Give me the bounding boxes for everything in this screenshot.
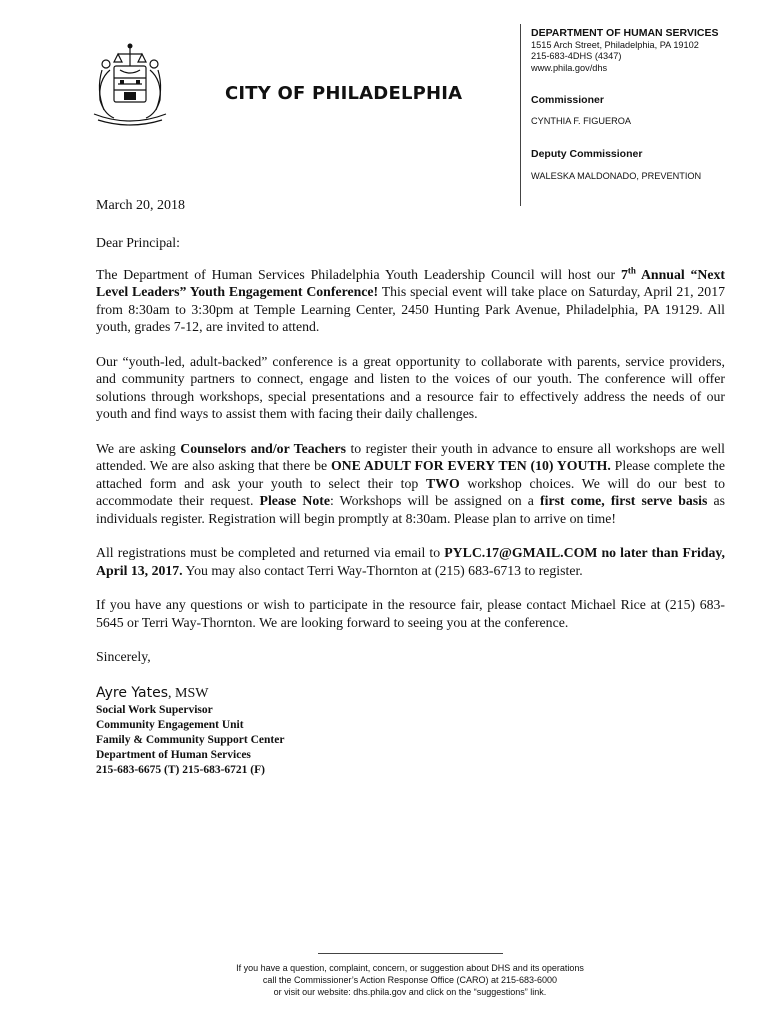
- signature-block: [96, 703, 725, 778]
- deputy-commissioner-name: WALESKA MALDONADO, PREVENTION: [531, 170, 702, 181]
- sig-line: Department of Human Services: [96, 749, 251, 761]
- footer-line: call the Commissioner’s Action Response Office (CARO) at 215-683-6000: [262, 975, 558, 985]
- deputy-commissioner-title: Deputy Commissioner: [531, 148, 643, 160]
- city-seal-logo: [80, 40, 180, 130]
- salutation: Dear Principal:: [96, 235, 180, 250]
- department-address: 1515 Arch Street, Philadelphia, PA 19102: [531, 39, 699, 50]
- footer-line: If you have a question, complaint, concern, or suggestion about DHS and its operations: [236, 963, 584, 973]
- signer: [96, 684, 725, 703]
- city-title: CITY OF PHILADELPHIA: [225, 83, 463, 104]
- letter-date: March 20, 2018: [96, 198, 186, 213]
- signer-credential: , MSW: [168, 685, 209, 701]
- letter-body: [96, 234, 725, 778]
- sig-line: Community Engagement Unit: [96, 719, 244, 731]
- commissioner-title: Commissioner: [531, 94, 604, 106]
- footer: [160, 962, 660, 998]
- paragraph-3: We are asking Counselors and/or Teachers to register their youth in advance to ensure all workshops are well attended. We are also asking that there be ONE ADULT FOR EVERY TEN (10) YOUTH. Please complete the attached form and ask your youth to select their top TWO workshop choices. We will do our best to accommodate their request. Please Note: Workshops will be assigned on a first come, first serve basis as individuals register. Registration will begin promptly at 8:30am. Please plan to arrive on time!: [96, 440, 725, 526]
- signer-name: Ayre Yates: [96, 684, 169, 701]
- department-sidebar: [520, 24, 770, 206]
- paragraph-4: All registrations must be completed and returned via email to PYLC.17@GMAIL.COM no later than Friday, April 13, 2017. You may also contact Terri Way-Thornton at (215) 683-6713 to register.: [96, 545, 726, 578]
- closing: Sincerely,: [96, 649, 151, 664]
- paragraph-1: The Department of Human Services Philadelphia Youth Leadership Council will host our 7th Annual “Next Level Leaders” Youth Engagement Conference! This special event will take place on Saturday, April 21, 2017 from 8:30am to 3:30pm at Temple Learning Center, 2450 Hunting Park Avenue, Philadelphia, PA 19129. All youth, grades 7-12, are invited to attend.: [96, 264, 726, 334]
- commissioner-name: CYNTHIA F. FIGUEROA: [531, 115, 632, 126]
- department-phone: 215-683-4DHS (4347): [531, 51, 622, 61]
- sig-line: Social Work Supervisor: [96, 704, 213, 716]
- registration-email: PYLC.17@GMAIL.COM no later than Friday, April 13, 2017.: [96, 545, 726, 578]
- department-website[interactable]: www.phila.gov/dhs: [531, 62, 608, 73]
- footer-divider: [318, 953, 503, 954]
- department-name: DEPARTMENT OF HUMAN SERVICES: [531, 27, 719, 39]
- paragraph-5: If you have any questions or wish to participate in the resource fair, please contact Michael Rice at (215) 683-5645 or Terri Way-Thornton. We are looking forward to seeing you at the conference.: [96, 597, 725, 630]
- sig-line: 215-683-6675 (T) 215-683-6721 (F): [96, 764, 265, 776]
- paragraph-2: Our “youth-led, adult-backed” conference is a great opportunity to collaborate with parents, service providers, and community partners to connect, engage and listen to the voices of our youth. The conference will offer solutions through workshops, special presentations and a resource fair to effectively address the needs of our youth and find ways to assist them with facing their daily challenges.: [96, 353, 725, 421]
- sig-line: Family & Community Support Center: [96, 734, 285, 746]
- footer-line: or visit our website: dhs.phila.gov and click on the “suggestions” link.: [273, 987, 547, 997]
